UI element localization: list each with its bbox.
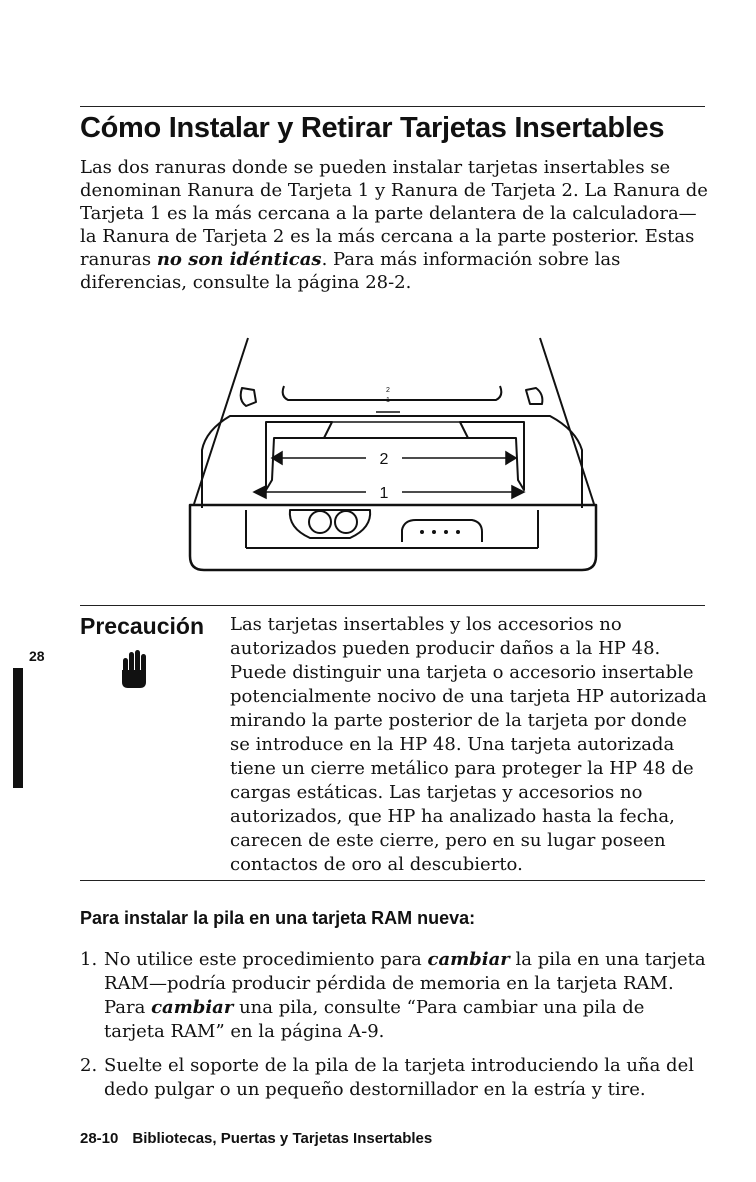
card-slots-illustration [180, 330, 600, 580]
step-text: Suelte el soporte de la pila de la tarjeta introduciendo la uña del dedo pulgar o un pequeño destornillador en la estría y tire. [104, 1055, 694, 1100]
chapter-tab-number: 28 [29, 648, 45, 664]
intro-text-1: Las dos ranuras donde se pueden instalar tarjetas insertables se denominan Ranura de Tarjeta 1 y Ranura de Tarjeta 2. La Ranura de Tarjeta 1 es la más cercana a la parte delantera de la calculadora— la Ranura de Tarjeta 2 es la más cercana a la parte posterior. Estas ranuras [80, 157, 708, 270]
step-emphasis: cambiar [427, 949, 510, 970]
slot-1-label: 1 [379, 485, 389, 502]
small-mark-bottom: 1 [386, 397, 390, 404]
step-text: una pila, consulte “Para cambiar una pila de tarjeta RAM” en la página A-9. [104, 997, 645, 1042]
intro-emphasis: no son idénticas [156, 249, 322, 270]
step-text: No utilice este procedimiento para [104, 949, 428, 970]
list-item [80, 948, 708, 1044]
hand-icon [120, 648, 148, 692]
step-number: 1. [80, 949, 98, 970]
list-item [80, 1054, 708, 1102]
page-title: Cómo Instalar y Retirar Tarjetas Insertables [80, 112, 665, 144]
caution-text: Las tarjetas insertables y los accesorios no autorizados pueden producir daños a la HP 48. Puede distinguir una tarjeta o accesorio insertable potencialmente nocivo de una tarjeta HP autorizada mirando la parte posterior de la tarjeta por donde se introduce en la HP 48. Una tarjeta autorizada tiene un cierre metálico para proteger la HP 48 de cargas estáticas. Las tarjetas y accesorios no autorizados, que HP ha analizado hasta la fecha, carecen de este cierre, pero en su lugar poseen contactos de oro al descubierto. [230, 614, 707, 875]
caution-label: Precaución [80, 613, 204, 639]
step-number: 2. [80, 1055, 98, 1076]
steps-list [80, 948, 708, 1112]
page-footer [80, 1130, 432, 1147]
top-rule [80, 106, 705, 107]
slot-2-label: 2 [379, 451, 389, 468]
small-mark-top: 2 [386, 387, 390, 394]
intro-text-2: . Para más información sobre las diferencias, consulte la página 28-2. [80, 249, 621, 293]
step-text: la pila en una tarjeta RAM—podría producir pérdida de memoria en la tarjeta RAM. Para [104, 949, 706, 1018]
caution-bottom-rule [80, 880, 705, 881]
page-number: 28-10 [80, 1130, 119, 1147]
section-title: Bibliotecas, Puertas y Tarjetas Insertables [132, 1130, 433, 1147]
caution-top-rule [80, 605, 705, 606]
chapter-tab-bar [13, 668, 23, 788]
step-emphasis: cambiar [151, 997, 234, 1018]
intro-paragraph [80, 156, 708, 294]
procedure-heading: Para instalar la pila en una tarjeta RAM nueva: [80, 908, 476, 928]
